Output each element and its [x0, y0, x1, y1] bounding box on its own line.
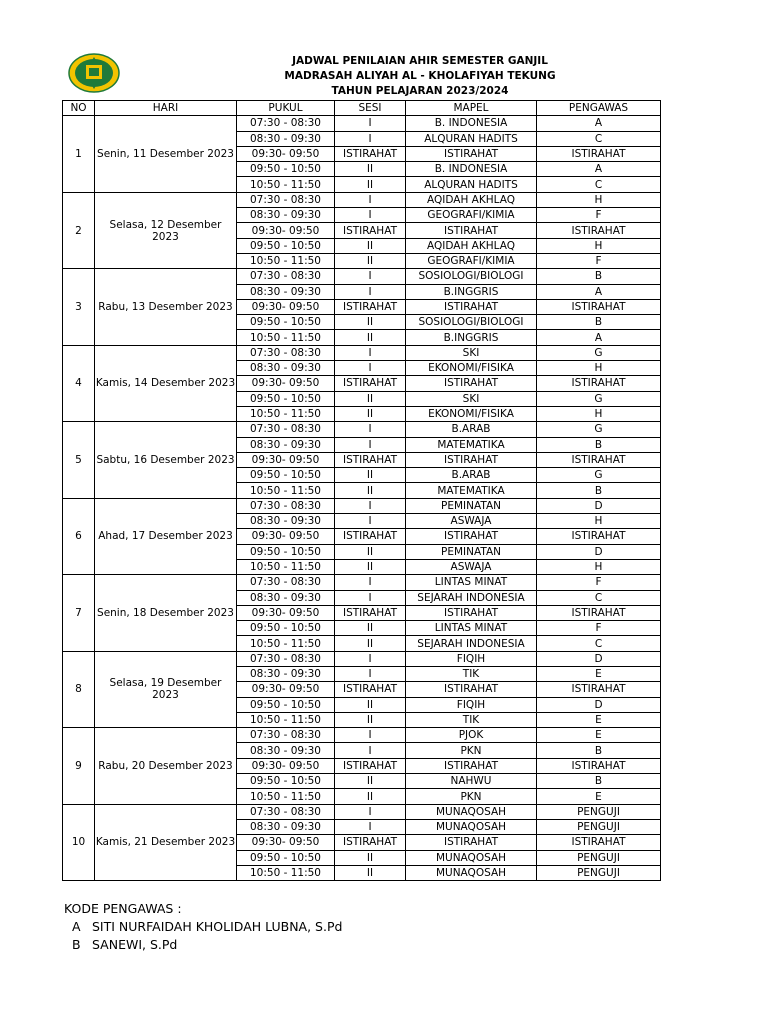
session-cell: I	[335, 819, 406, 834]
table-row	[63, 116, 661, 131]
session-cell: II	[335, 712, 406, 727]
time-cell: 08:30 - 09:30	[237, 666, 335, 681]
supervisor-cell: H	[537, 361, 661, 376]
supervisor-cell: B	[537, 743, 661, 758]
session-cell: I	[335, 498, 406, 513]
subject-cell: SEJARAH INDONESIA	[406, 636, 537, 651]
session-cell: II	[335, 865, 406, 880]
supervisor-cell: A	[537, 330, 661, 345]
day-number-cell: 7	[63, 575, 95, 651]
time-cell: 10:50 - 11:50	[237, 789, 335, 804]
subject-cell: PEMINATAN	[406, 544, 537, 559]
table-row	[63, 192, 661, 207]
supervisor-cell: E	[537, 712, 661, 727]
header-academic-year: TAHUN PELAJARAN 2023/2024	[331, 85, 509, 97]
legend-title: KODE PENGAWAS :	[64, 901, 182, 916]
subject-cell: ASWAJA	[406, 559, 537, 574]
day-date-cell: Kamis, 21 Desember 2023	[95, 804, 237, 880]
column-header-pengawas: PENGAWAS	[537, 101, 661, 116]
schedule-table	[62, 100, 661, 881]
subject-cell: MUNAQOSAH	[406, 804, 537, 819]
time-cell: 07:30 - 08:30	[237, 728, 335, 743]
subject-cell: LINTAS MINAT	[406, 575, 537, 590]
session-cell: I	[335, 651, 406, 666]
day-number-cell: 4	[63, 345, 95, 421]
supervisor-cell: H	[537, 192, 661, 207]
supervisor-cell: PENGUJI	[537, 804, 661, 819]
legend-name: SITI NURFAIDAH KHOLIDAH LUBNA, S.Pd	[92, 919, 343, 934]
time-cell: 09:50 - 10:50	[237, 697, 335, 712]
subject-cell: PEMINATAN	[406, 498, 537, 513]
session-cell: II	[335, 468, 406, 483]
subject-cell: B.INGGRIS	[406, 284, 537, 299]
session-cell: II	[335, 483, 406, 498]
session-cell: II	[335, 774, 406, 789]
time-cell: 09:30- 09:50	[237, 452, 335, 467]
session-cell: II	[335, 238, 406, 253]
supervisor-cell: D	[537, 498, 661, 513]
table-header-row	[63, 101, 661, 116]
session-cell: II	[335, 162, 406, 177]
session-cell: I	[335, 284, 406, 299]
subject-cell: EKONOMI/FISIKA	[406, 361, 537, 376]
subject-cell: ISTIRAHAT	[406, 758, 537, 773]
time-cell: 09:50 - 10:50	[237, 621, 335, 636]
legend-code: B	[72, 937, 81, 952]
subject-cell: ISTIRAHAT	[406, 146, 537, 161]
time-cell: 09:30- 09:50	[237, 529, 335, 544]
day-date-cell: Rabu, 13 Desember 2023	[95, 269, 237, 345]
subject-cell: AQIDAH AKHLAQ	[406, 238, 537, 253]
session-cell: I	[335, 345, 406, 360]
table-row	[63, 498, 661, 513]
supervisor-cell: H	[537, 406, 661, 421]
time-cell: 07:30 - 08:30	[237, 116, 335, 131]
subject-cell: SKI	[406, 345, 537, 360]
time-cell: 10:50 - 11:50	[237, 483, 335, 498]
time-cell: 09:30- 09:50	[237, 605, 335, 620]
column-header-pukul: PUKUL	[237, 101, 335, 116]
time-cell: 09:50 - 10:50	[237, 162, 335, 177]
table-row	[63, 728, 661, 743]
session-cell: ISTIRAHAT	[335, 529, 406, 544]
time-cell: 09:30- 09:50	[237, 376, 335, 391]
time-cell: 08:30 - 09:30	[237, 819, 335, 834]
subject-cell: FIQIH	[406, 697, 537, 712]
session-cell: II	[335, 636, 406, 651]
time-cell: 07:30 - 08:30	[237, 345, 335, 360]
subject-cell: MUNAQOSAH	[406, 850, 537, 865]
session-cell: I	[335, 131, 406, 146]
supervisor-cell: G	[537, 391, 661, 406]
time-cell: 10:50 - 11:50	[237, 865, 335, 880]
subject-cell: MATEMATIKA	[406, 483, 537, 498]
session-cell: I	[335, 361, 406, 376]
supervisor-cell: ISTIRAHAT	[537, 376, 661, 391]
supervisor-cell: B	[537, 269, 661, 284]
session-cell: I	[335, 514, 406, 529]
day-date-cell: Selasa, 12 Desember 2023	[95, 192, 237, 268]
column-header-mapel: MAPEL	[406, 101, 537, 116]
subject-cell: MUNAQOSAH	[406, 865, 537, 880]
time-cell: 09:50 - 10:50	[237, 238, 335, 253]
time-cell: 09:30- 09:50	[237, 299, 335, 314]
time-cell: 08:30 - 09:30	[237, 514, 335, 529]
legend-entry	[64, 936, 342, 954]
supervisor-cell: PENGUJI	[537, 850, 661, 865]
header-title: JADWAL PENILAIAN AHIR SEMESTER GANJIL	[292, 55, 548, 67]
session-cell: ISTIRAHAT	[335, 835, 406, 850]
subject-cell: B. INDONESIA	[406, 162, 537, 177]
session-cell: ISTIRAHAT	[335, 376, 406, 391]
session-cell: II	[335, 330, 406, 345]
session-cell: II	[335, 789, 406, 804]
supervisor-cell: ISTIRAHAT	[537, 146, 661, 161]
session-cell: II	[335, 850, 406, 865]
supervisor-cell: C	[537, 636, 661, 651]
time-cell: 09:50 - 10:50	[237, 544, 335, 559]
subject-cell: SKI	[406, 391, 537, 406]
subject-cell: EKONOMI/FISIKA	[406, 406, 537, 421]
time-cell: 10:50 - 11:50	[237, 406, 335, 421]
supervisor-cell: H	[537, 514, 661, 529]
day-date-cell: Selasa, 19 Desember 2023	[95, 651, 237, 727]
session-cell: ISTIRAHAT	[335, 299, 406, 314]
subject-cell: B.INGGRIS	[406, 330, 537, 345]
table-row	[63, 422, 661, 437]
table-row	[63, 345, 661, 360]
time-cell: 09:30- 09:50	[237, 682, 335, 697]
subject-cell: SEJARAH INDONESIA	[406, 590, 537, 605]
session-cell: II	[335, 253, 406, 268]
time-cell: 08:30 - 09:30	[237, 284, 335, 299]
header-school-name: MADRASAH ALIYAH AL - KHOLAFIYAH TEKUNG	[284, 70, 556, 82]
schedule-body	[63, 116, 661, 881]
time-cell: 08:30 - 09:30	[237, 208, 335, 223]
session-cell: I	[335, 437, 406, 452]
subject-cell: TIK	[406, 666, 537, 681]
supervisor-cell: PENGUJI	[537, 819, 661, 834]
subject-cell: ISTIRAHAT	[406, 452, 537, 467]
subject-cell: B. INDONESIA	[406, 116, 537, 131]
day-number-cell: 1	[63, 116, 95, 192]
session-cell: I	[335, 666, 406, 681]
day-date-cell: Ahad, 17 Desember 2023	[95, 498, 237, 574]
session-cell: ISTIRAHAT	[335, 758, 406, 773]
time-cell: 07:30 - 08:30	[237, 498, 335, 513]
subject-cell: B.ARAB	[406, 468, 537, 483]
session-cell: I	[335, 728, 406, 743]
supervisor-cell: B	[537, 437, 661, 452]
subject-cell: ALQURAN HADITS	[406, 177, 537, 192]
session-cell: ISTIRAHAT	[335, 452, 406, 467]
legend-code: A	[72, 919, 81, 934]
day-number-cell: 5	[63, 422, 95, 498]
supervisor-cell: H	[537, 559, 661, 574]
time-cell: 07:30 - 08:30	[237, 422, 335, 437]
day-number-cell: 10	[63, 804, 95, 880]
subject-cell: B.ARAB	[406, 422, 537, 437]
session-cell: I	[335, 590, 406, 605]
supervisor-cell: ISTIRAHAT	[537, 529, 661, 544]
subject-cell: ISTIRAHAT	[406, 605, 537, 620]
time-cell: 08:30 - 09:30	[237, 131, 335, 146]
table-row	[63, 804, 661, 819]
table-row	[63, 269, 661, 284]
subject-cell: MUNAQOSAH	[406, 819, 537, 834]
supervisor-cell: A	[537, 116, 661, 131]
day-date-cell: Senin, 18 Desember 2023	[95, 575, 237, 651]
school-logo	[68, 53, 120, 93]
subject-cell: ASWAJA	[406, 514, 537, 529]
time-cell: 10:50 - 11:50	[237, 559, 335, 574]
legend-entry	[64, 918, 342, 936]
time-cell: 07:30 - 08:30	[237, 804, 335, 819]
supervisor-cell: D	[537, 651, 661, 666]
session-cell: ISTIRAHAT	[335, 682, 406, 697]
supervisor-cell: D	[537, 544, 661, 559]
supervisor-cell: B	[537, 483, 661, 498]
supervisor-cell: A	[537, 162, 661, 177]
time-cell: 09:30- 09:50	[237, 758, 335, 773]
session-cell: ISTIRAHAT	[335, 605, 406, 620]
supervisor-cell: E	[537, 728, 661, 743]
session-cell: II	[335, 697, 406, 712]
supervisor-cell: F	[537, 208, 661, 223]
subject-cell: FIQIH	[406, 651, 537, 666]
subject-cell: PKN	[406, 789, 537, 804]
session-cell: II	[335, 544, 406, 559]
supervisor-cell: F	[537, 253, 661, 268]
supervisor-cell: A	[537, 284, 661, 299]
subject-cell: ISTIRAHAT	[406, 835, 537, 850]
time-cell: 10:50 - 11:50	[237, 253, 335, 268]
session-cell: II	[335, 406, 406, 421]
column-header-hari: HARI	[95, 101, 237, 116]
subject-cell: GEOGRAFI/KIMIA	[406, 253, 537, 268]
time-cell: 09:50 - 10:50	[237, 850, 335, 865]
legend-name: SANEWI, S.Pd	[92, 937, 178, 952]
day-date-cell: Rabu, 20 Desember 2023	[95, 728, 237, 804]
supervisor-cell: ISTIRAHAT	[537, 835, 661, 850]
session-cell: II	[335, 559, 406, 574]
subject-cell: PKN	[406, 743, 537, 758]
time-cell: 08:30 - 09:30	[237, 437, 335, 452]
table-row	[63, 651, 661, 666]
time-cell: 07:30 - 08:30	[237, 575, 335, 590]
day-date-cell: Kamis, 14 Desember 2023	[95, 345, 237, 421]
time-cell: 09:30- 09:50	[237, 146, 335, 161]
supervisor-cell: ISTIRAHAT	[537, 682, 661, 697]
supervisor-cell: ISTIRAHAT	[537, 223, 661, 238]
time-cell: 07:30 - 08:30	[237, 269, 335, 284]
time-cell: 10:50 - 11:50	[237, 712, 335, 727]
session-cell: I	[335, 743, 406, 758]
supervisor-cell: D	[537, 697, 661, 712]
time-cell: 09:30- 09:50	[237, 835, 335, 850]
supervisor-cell: PENGUJI	[537, 865, 661, 880]
time-cell: 09:50 - 10:50	[237, 315, 335, 330]
time-cell: 07:30 - 08:30	[237, 192, 335, 207]
subject-cell: ISTIRAHAT	[406, 682, 537, 697]
supervisor-cell: G	[537, 468, 661, 483]
subject-cell: ISTIRAHAT	[406, 223, 537, 238]
supervisor-cell: C	[537, 131, 661, 146]
time-cell: 09:50 - 10:50	[237, 391, 335, 406]
subject-cell: NAHWU	[406, 774, 537, 789]
column-header-sesi: SESI	[335, 101, 406, 116]
session-cell: I	[335, 192, 406, 207]
session-cell: I	[335, 575, 406, 590]
supervisor-cell: F	[537, 575, 661, 590]
time-cell: 08:30 - 09:30	[237, 743, 335, 758]
supervisor-code-legend	[64, 900, 342, 954]
session-cell: ISTIRAHAT	[335, 223, 406, 238]
day-number-cell: 3	[63, 269, 95, 345]
supervisor-cell: B	[537, 774, 661, 789]
subject-cell: SOSIOLOGI/BIOLOGI	[406, 315, 537, 330]
session-cell: I	[335, 269, 406, 284]
session-cell: I	[335, 804, 406, 819]
supervisor-cell: ISTIRAHAT	[537, 758, 661, 773]
subject-cell: ISTIRAHAT	[406, 299, 537, 314]
supervisor-cell: H	[537, 238, 661, 253]
supervisor-cell: ISTIRAHAT	[537, 299, 661, 314]
day-date-cell: Senin, 11 Desember 2023	[95, 116, 237, 192]
supervisor-cell: B	[537, 315, 661, 330]
supervisor-cell: ISTIRAHAT	[537, 452, 661, 467]
session-cell: ISTIRAHAT	[335, 146, 406, 161]
column-header-no: NO	[63, 101, 95, 116]
supervisor-cell: C	[537, 590, 661, 605]
supervisor-cell: ISTIRAHAT	[537, 605, 661, 620]
time-cell: 08:30 - 09:30	[237, 361, 335, 376]
day-date-cell: Sabtu, 16 Desember 2023	[95, 422, 237, 498]
time-cell: 10:50 - 11:50	[237, 330, 335, 345]
session-cell: II	[335, 315, 406, 330]
school-emblem-icon	[68, 53, 120, 93]
time-cell: 09:50 - 10:50	[237, 774, 335, 789]
session-cell: I	[335, 422, 406, 437]
supervisor-cell: E	[537, 666, 661, 681]
subject-cell: ISTIRAHAT	[406, 529, 537, 544]
day-number-cell: 9	[63, 728, 95, 804]
subject-cell: PJOK	[406, 728, 537, 743]
supervisor-cell: G	[537, 422, 661, 437]
day-number-cell: 8	[63, 651, 95, 727]
subject-cell: GEOGRAFI/KIMIA	[406, 208, 537, 223]
subject-cell: MATEMATIKA	[406, 437, 537, 452]
subject-cell: LINTAS MINAT	[406, 621, 537, 636]
day-number-cell: 2	[63, 192, 95, 268]
subject-cell: ISTIRAHAT	[406, 376, 537, 391]
session-cell: I	[335, 208, 406, 223]
session-cell: II	[335, 621, 406, 636]
time-cell: 09:30- 09:50	[237, 223, 335, 238]
supervisor-cell: C	[537, 177, 661, 192]
time-cell: 07:30 - 08:30	[237, 651, 335, 666]
table-row	[63, 575, 661, 590]
supervisor-cell: E	[537, 789, 661, 804]
supervisor-cell: G	[537, 345, 661, 360]
subject-cell: SOSIOLOGI/BIOLOGI	[406, 269, 537, 284]
session-cell: I	[335, 116, 406, 131]
day-number-cell: 6	[63, 498, 95, 574]
subject-cell: TIK	[406, 712, 537, 727]
document-header	[200, 54, 640, 99]
subject-cell: AQIDAH AKHLAQ	[406, 192, 537, 207]
time-cell: 08:30 - 09:30	[237, 590, 335, 605]
subject-cell: ALQURAN HADITS	[406, 131, 537, 146]
time-cell: 10:50 - 11:50	[237, 177, 335, 192]
time-cell: 09:50 - 10:50	[237, 468, 335, 483]
time-cell: 10:50 - 11:50	[237, 636, 335, 651]
supervisor-cell: F	[537, 621, 661, 636]
session-cell: II	[335, 391, 406, 406]
session-cell: II	[335, 177, 406, 192]
